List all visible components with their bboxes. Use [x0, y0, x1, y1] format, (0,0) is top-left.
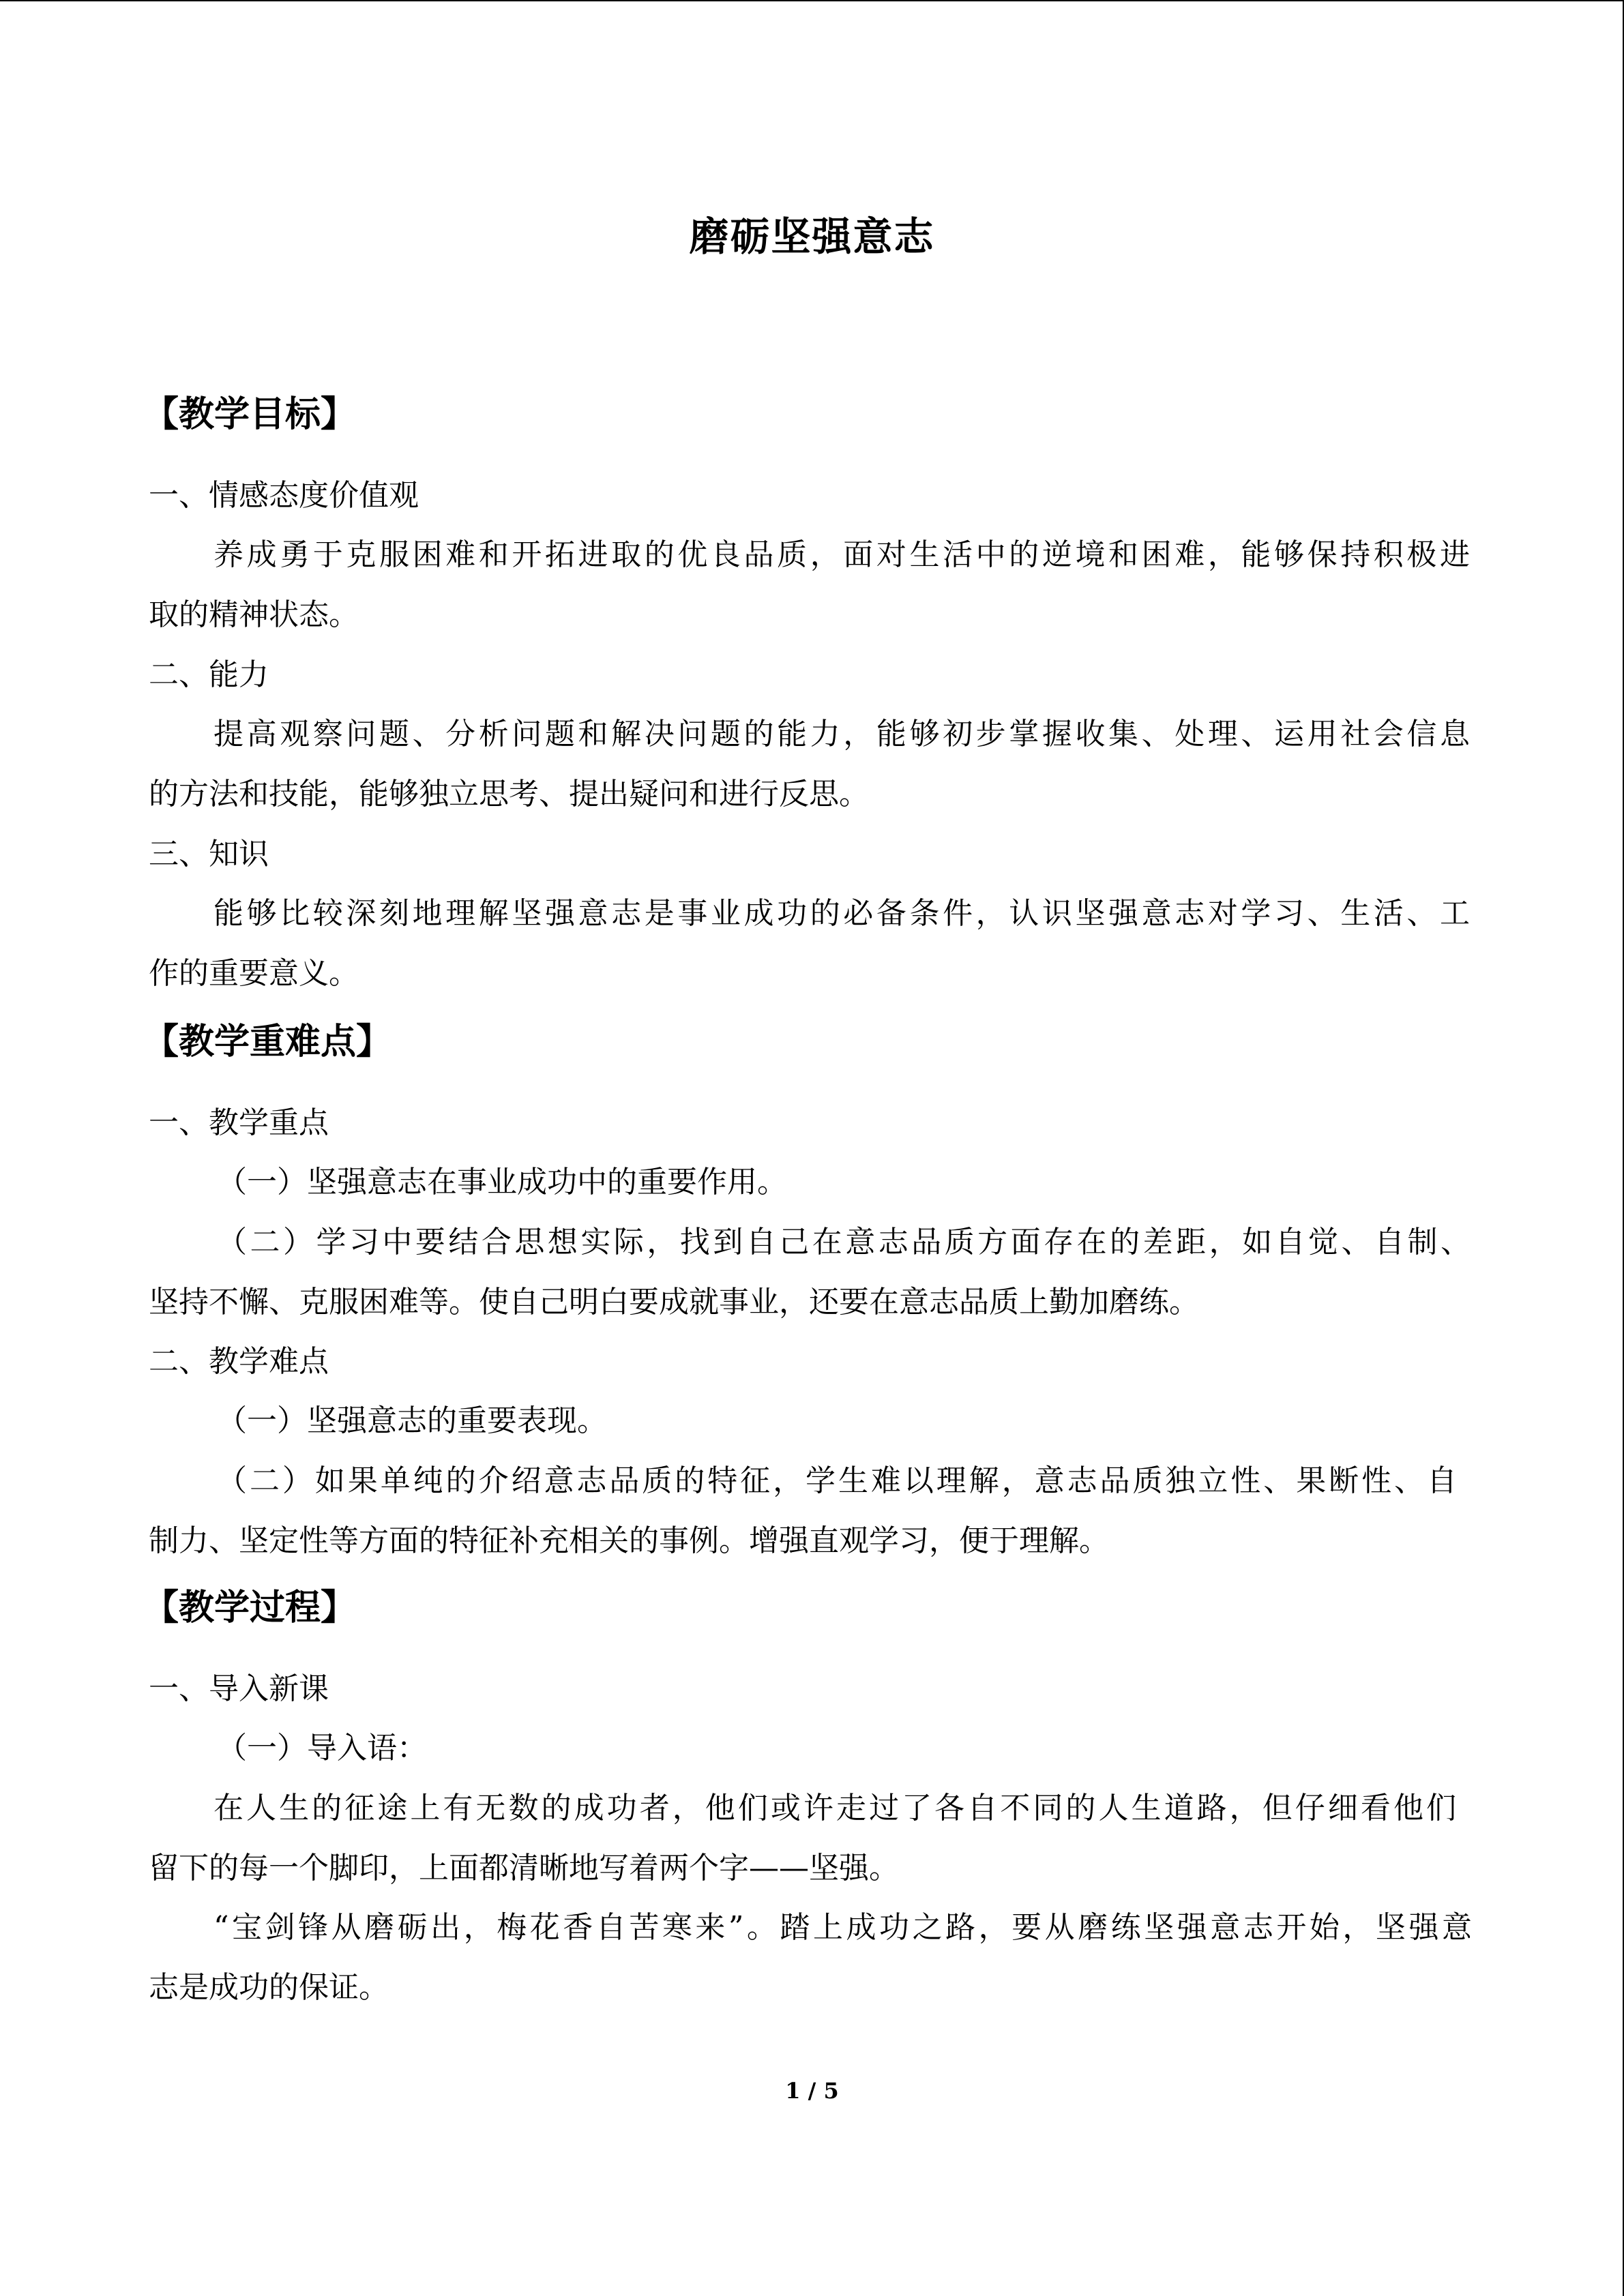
paragraph-line: 志是成功的保证。 [149, 1970, 389, 2005]
list-item: （一）坚强意志的重要表现。 [217, 1403, 607, 1438]
section-heading-key-difficult-points: 【教学重难点】 [143, 1021, 392, 1062]
list-item: （一）导入语： [217, 1731, 427, 1765]
paragraph-line: 能够比较深刻地理解坚强意志是事业成功的必备条件，认识坚强意志对学习、生活、工 [213, 896, 1470, 931]
paragraph-line: 取的精神状态。 [149, 597, 359, 632]
subheading-knowledge: 三、知识 [149, 837, 269, 871]
page-number: 1 / 5 [785, 2078, 839, 2104]
paragraph-line: 制力、坚定性等方面的特征补充相关的事例。增强直观学习，便于理解。 [149, 1523, 1109, 1558]
list-item: （一）坚强意志在事业成功中的重要作用。 [217, 1165, 787, 1199]
subheading-key-points: 一、教学重点 [149, 1105, 329, 1140]
subheading-ability: 二、能力 [149, 657, 269, 692]
list-item: （二）如果单纯的介绍意志品质的特征，学生难以理解，意志品质独立性、果断性、自 [217, 1463, 1457, 1498]
list-item: （二）学习中要结合思想实际，找到自己在意志品质方面存在的差距，如自觉、自制、 [217, 1225, 1471, 1259]
subheading-introduction: 一、导入新课 [149, 1671, 329, 1706]
subheading-emotion-attitude-values: 一、情感态度价值观 [149, 478, 419, 513]
section-heading-teaching-goals: 【教学目标】 [143, 393, 357, 435]
paragraph-line: 留下的每一个脚印，上面都清晰地写着两个字——坚强。 [149, 1851, 899, 1885]
paragraph-line: 的方法和技能，能够独立思考、提出疑问和进行反思。 [149, 777, 869, 811]
paragraph-line: 在人生的征途上有无数的成功者，他们或许走过了各自不同的人生道路，但仔细看他们 [213, 1791, 1456, 1825]
paragraph-line: 作的重要意义。 [149, 956, 359, 991]
subheading-difficult-points: 二、教学难点 [149, 1344, 329, 1379]
paragraph-line: 坚持不懈、克服困难等。使自己明白要成就事业，还要在意志品质上勤加磨练。 [149, 1285, 1199, 1320]
document-title: 磨砺坚强意志 [689, 213, 935, 260]
section-heading-teaching-process: 【教学过程】 [143, 1587, 357, 1628]
paragraph-line: 提高观察问题、分析问题和解决问题的能力，能够初步掌握收集、处理、运用社会信息 [213, 717, 1470, 751]
paragraph-line: 养成勇于克服困难和开拓进取的优良品质，面对生活中的逆境和困难，能够保持积极进 [213, 537, 1470, 572]
paragraph-line: “宝剑锋从磨砺出，梅花香自苦寒来”。踏上成功之路，要从磨练坚强意志开始，坚强意 [213, 1910, 1472, 1945]
